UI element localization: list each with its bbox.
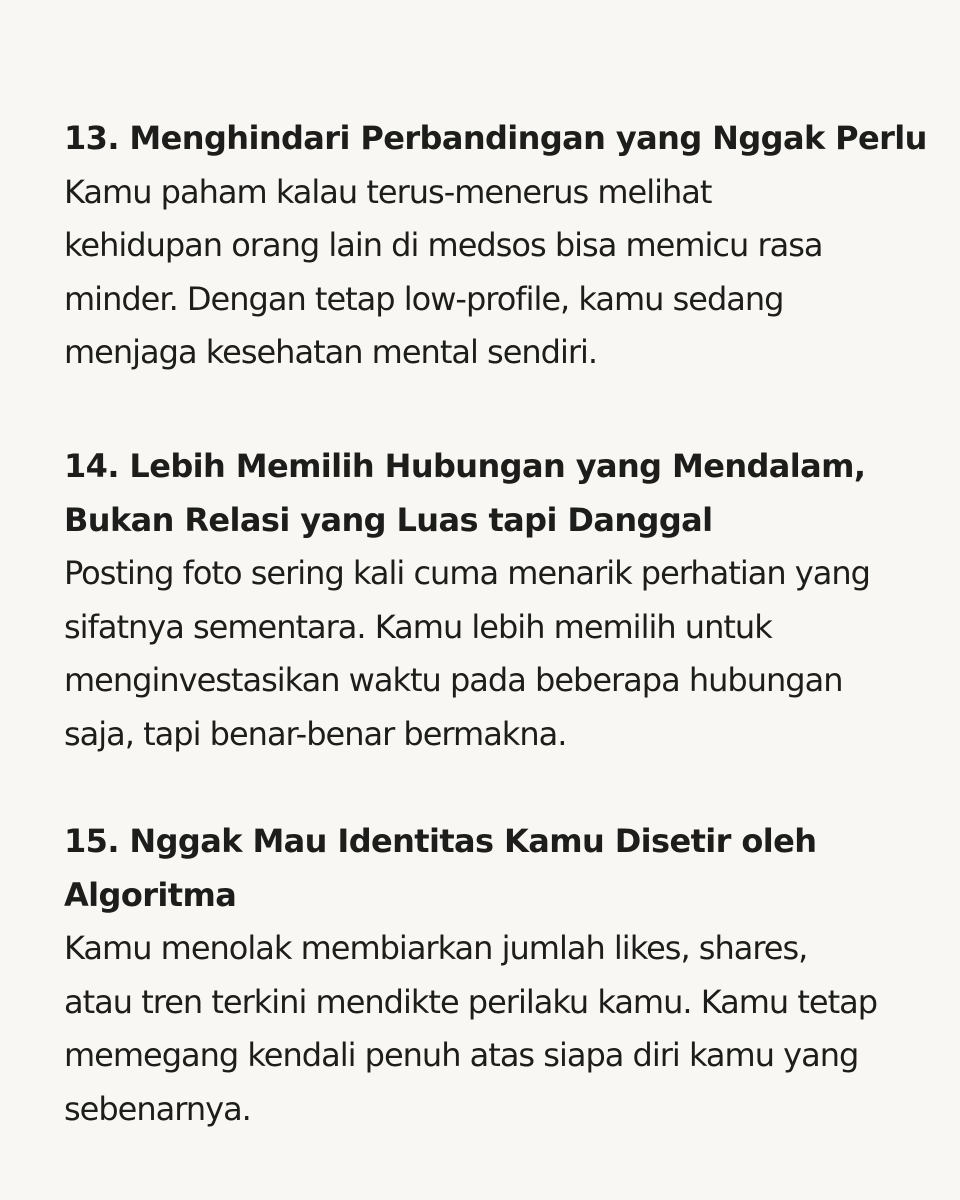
section-15-body-line: memegang kendali penuh atas siapa diri kamu yang <box>64 1036 859 1074</box>
section-14-body-line: menginvestasikan waktu pada beberapa hubungan <box>64 661 843 699</box>
section-14-title-line: 14. Lebih Memilih Hubungan yang Mendalam, <box>64 447 866 485</box>
section-13-body-line: menjaga kesehatan mental sendiri. <box>64 333 598 371</box>
section-14 <box>64 440 944 761</box>
section-14-title <box>64 440 944 547</box>
section-15-body <box>64 922 944 1136</box>
section-14-title-line: Bukan Relasi yang Luas tapi Danggal <box>64 500 713 539</box>
section-13-body-line: minder. Dengan tetap low-profile, kamu sedang <box>64 279 784 318</box>
section-13-body-line: kehidupan orang lain di medsos bisa memicu rasa <box>64 226 823 264</box>
section-15-body-line: atau tren terkini mendikte perilaku kamu. Kamu tetap <box>64 982 878 1021</box>
section-14-body-line: saja, tapi benar-benar bermakna. <box>64 714 567 753</box>
section-13 <box>64 112 944 380</box>
section-15-body-line: Kamu menolak membiarkan jumlah likes, shares, <box>64 929 808 967</box>
section-14-body-line: Posting foto sering kali cuma menarik perhatian yang <box>64 554 870 592</box>
section-13-body-line: Kamu paham kalau terus-menerus melihat <box>64 172 712 211</box>
section-13-body <box>64 166 944 380</box>
section-15-title-line: Algoritma <box>64 875 237 914</box>
section-13-title <box>64 112 944 166</box>
section-14-body-line: sifatnya sementara. Kamu lebih memilih untuk <box>64 607 772 646</box>
section-15 <box>64 815 944 1136</box>
section-13-title-line: 13. Menghindari Perbandingan yang Nggak Perlu <box>64 119 927 157</box>
section-14-body <box>64 547 944 761</box>
section-15-title <box>64 815 944 922</box>
section-15-title-line: 15. Nggak Mau Identitas Kamu Disetir oleh <box>64 822 817 860</box>
section-15-body-line: sebenarnya. <box>64 1089 251 1128</box>
